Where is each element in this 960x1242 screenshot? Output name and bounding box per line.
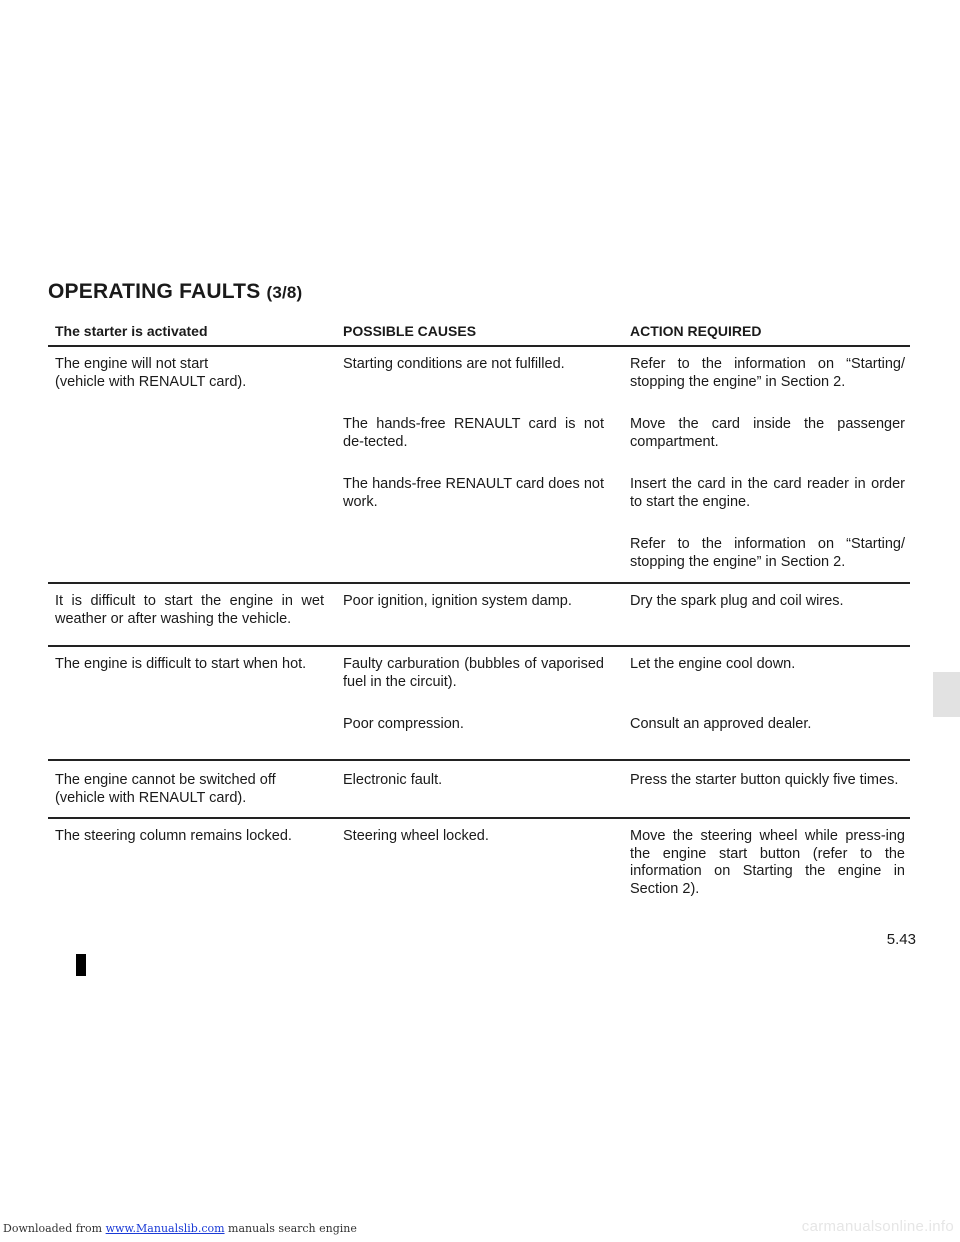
page-number: 5.43 bbox=[886, 931, 916, 948]
table-row bbox=[48, 584, 910, 647]
header-causes: POSSIBLE CAUSES bbox=[343, 323, 477, 339]
causes-cell: Faulty carburation (bubbles of vaporised fuel in the circuit). Poor compression. bbox=[343, 656, 604, 732]
actions-cell: Move the steering wheel while press-ing the engine start button (refer to the information on Starting the engine in Section 2). bbox=[630, 828, 905, 897]
table-row bbox=[48, 819, 910, 911]
footer-prefix: Downloaded from bbox=[3, 1222, 106, 1235]
header-symptom: The starter is activated bbox=[55, 323, 208, 339]
actions-cell: Let the engine cool down. Consult an approved dealer. bbox=[630, 656, 812, 732]
symptom-cell: The engine cannot be switched off (vehicle with RENAULT card). bbox=[55, 772, 276, 806]
manualslib-link[interactable]: www.Manualslib.com bbox=[105, 1222, 225, 1235]
footer-suffix: manuals search engine bbox=[224, 1222, 357, 1235]
actions-cell: Dry the spark plug and coil wires. bbox=[630, 593, 844, 609]
table-header bbox=[48, 318, 910, 347]
faults-table bbox=[48, 318, 910, 911]
header-actions: ACTION REQUIRED bbox=[630, 323, 762, 339]
causes-cell: Electronic fault. bbox=[343, 772, 443, 788]
symptom-cell: It is difficult to start the engine in wet weather or after washing the vehicle. bbox=[55, 593, 324, 627]
causes-cell: Starting conditions are not fulfilled. The hands-free RENAULT card is not de-tected. The hands-free RENAULT card does not work. bbox=[343, 356, 604, 510]
page-title bbox=[48, 280, 302, 304]
symptom-cell: The engine will not start (vehicle with RENAULT card). bbox=[55, 356, 247, 390]
page-title-main: OPERATING FAULTS bbox=[48, 280, 261, 303]
causes-cell: Poor ignition, ignition system damp. bbox=[343, 593, 572, 609]
download-footer bbox=[3, 1222, 357, 1235]
table-row bbox=[48, 347, 910, 584]
actions-cell: Refer to the information on “Starting/ stopping the engine” in Section 2. Move the card inside the passenger compartment. Insert the card in the card reader in order to start the engine. Refer to the information on “Starting/ stopping the engine” in Section 2. bbox=[630, 356, 905, 570]
actions-cell: Press the starter button quickly five times. bbox=[630, 772, 899, 788]
page-title-part: (3/8) bbox=[266, 283, 303, 302]
margin-marker bbox=[76, 954, 86, 976]
watermark: carmanualsonline.info bbox=[801, 1218, 954, 1235]
symptom-cell: The engine is difficult to start when hot. bbox=[55, 656, 307, 672]
section-side-tab bbox=[933, 672, 960, 717]
table-row bbox=[48, 761, 910, 819]
causes-cell: Steering wheel locked. bbox=[343, 828, 489, 844]
symptom-cell: The steering column remains locked. bbox=[55, 828, 292, 844]
table-row bbox=[48, 647, 910, 761]
